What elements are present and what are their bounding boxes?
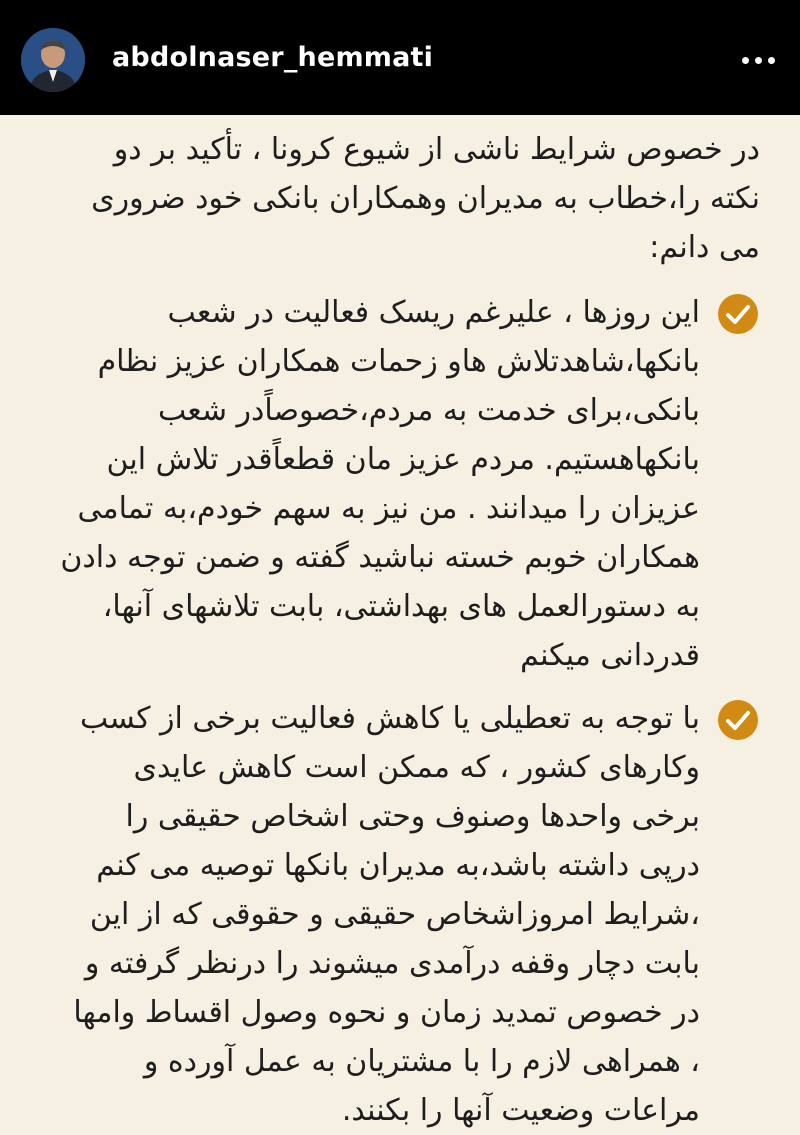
post-body	[60, 125, 760, 1135]
bullet-text: این روزها ، علیرغم ریسک فعالیت در شعب بانکها،شاهدتلاش هاو زحمات همکاران عزیز نظام بانکی،برای خدمت به مردم،خصوصاًدر شعب بانکهاهستیم. مردم عزیز مان قطعاًقدر تلاش این عزیزان را میدانند . من نیز به سهم خودم،به تمامی همکاران خوبم خسته نباشید گفته و ضمن توجه دادن به دستورالعمل های بهداشتی، بابت تلاشهای آنها، قدردانی میکنم	[60, 295, 700, 673]
intro-text: در خصوص شرایط ناشی از شیوع کرونا ، تأکید بر دو نکته را،خطاب به مدیران وهمکاران بانکی خود ضروری می دانم:	[91, 132, 760, 265]
bullet-text: با توجه به تعطیلی یا کاهش فعالیت برخی از کسب وکارهای کشور ، که ممکن است کاهش عایدی برخی واحدها وصنوف وحتی اشخاص حقیقی را درپی داشته باشد،به مدیران بانکها توصیه می کنم ،شرایط امروزاشخاص حقیقی و حقوقی که از این بابت دچار وقفه درآمدی میشوند را درنظر گرفته و در خصوص تمدید زمان و نحوه وصول اقساط وامها ، همراهی لازم را با مشتریان به عمل آورده و مراعات وضعیت آنها را بکنند.	[73, 701, 700, 1128]
username[interactable]: abdolnaser_hemmati	[112, 42, 434, 73]
more-options-icon[interactable]	[738, 40, 778, 80]
check-circle-icon	[716, 292, 760, 336]
post-header	[0, 0, 800, 115]
avatar-image	[21, 28, 85, 92]
dot	[768, 57, 775, 64]
bullet-item	[60, 288, 760, 680]
dot	[755, 57, 762, 64]
avatar[interactable]	[21, 28, 85, 92]
bullet-item	[60, 694, 760, 1135]
dot	[742, 57, 749, 64]
check-circle-icon	[716, 698, 760, 742]
